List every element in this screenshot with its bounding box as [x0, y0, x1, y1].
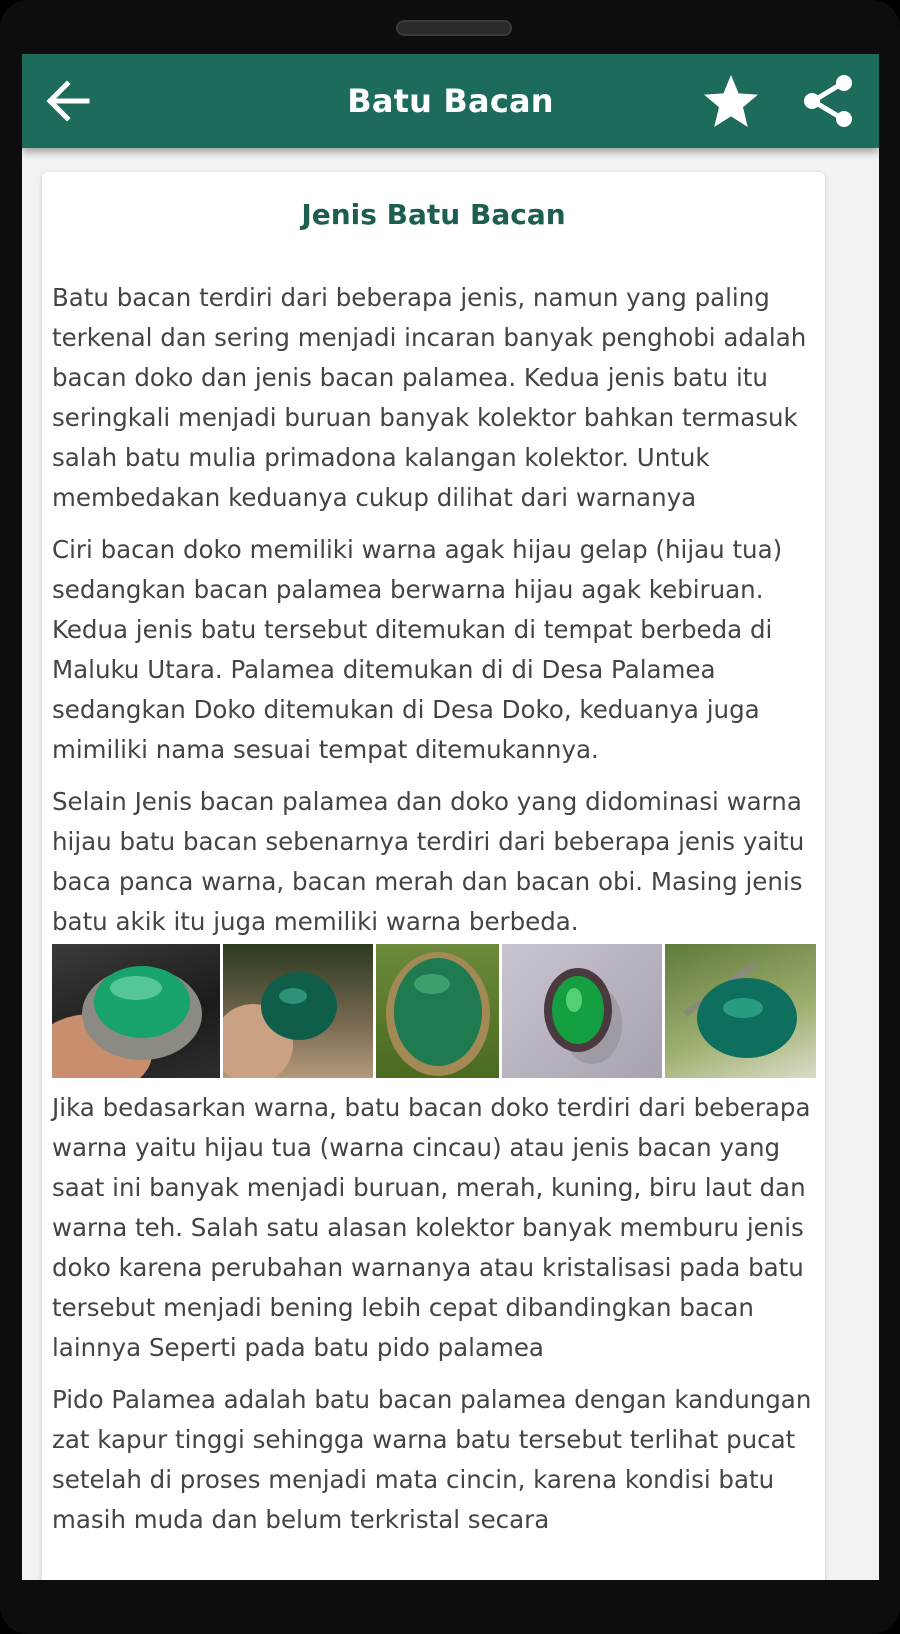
article-paragraph: Ciri bacan doko memiliki warna agak hijau gelap (hijau tua) sedangkan bacan palamea berwarna hijau agak kebiruan. Kedua jenis batu tersebut ditemukan di tempat berbeda di Maluku Utara. Palamea ditemukan di di Desa Palamea sedangkan Doko ditemukan di Desa Doko, keduanya juga mimiliki nama sesuai tempat ditemukannya. — [52, 535, 783, 764]
article-paragraph: Batu bacan terdiri dari beberapa jenis, namun yang paling terkenal dan sering menjadi incaran banyak penghobi adalah bacan doko dan jenis bacan palamea. Kedua jenis batu itu seringkali menjadi buruan banyak kolektor bahkan termasuk salah batu mulia primadona kalangan kolektor. Untuk membedakan keduanya cukup dilihat dari warnanya — [52, 283, 807, 512]
favorite-button[interactable] — [698, 68, 764, 134]
gem-photo-green-oval-ring — [376, 944, 499, 1078]
back-button[interactable] — [38, 71, 98, 131]
article-paragraph: Pido Palamea adalah batu bacan palamea dengan kandungan zat kapur tinggi sehingga warna batu tersebut terlihat pucat setelah di proses menjadi mata cincin, karena kondisi batu masih muda dan belum terkristal secara — [52, 1385, 812, 1534]
gem-photo-ring-green-cabochon — [52, 944, 220, 1078]
share-button[interactable] — [796, 68, 862, 134]
app-title: Batu Bacan — [347, 82, 554, 120]
article-card — [42, 172, 825, 1580]
article-paragraph: Jika bedasarkan warna, batu bacan doko terdiri dari beberapa warna yaitu hijau tua (warna cincau) atau jenis bacan yang saat ini banyak menjadi buruan, merah, kuning, biru laut dan warna teh. Salah satu alasan kolektor banyak memburu jenis doko karena perubahan warnanya atau kristalisasi pada batu tersebut menjadi bening lebih cepat dibandingkan bacan lainnya Seperti pada batu pido palamea — [52, 1093, 811, 1362]
gem-photo-turquoise-oval — [665, 944, 816, 1078]
app-screen — [22, 54, 879, 1580]
article-title: Jenis Batu Bacan — [301, 198, 566, 231]
share-icon — [801, 73, 857, 129]
article-paragraph: Selain Jenis bacan palamea dan doko yang didominasi warna hijau batu bacan sebenarnya terdiri dari beberapa jenis yaitu baca panca warna, bacan merah dan bacan obi. Masing jenis batu akik itu juga memiliki warna berbeda. — [52, 787, 805, 936]
gem-photo-dark-green-oval — [223, 944, 373, 1078]
arrow-left-icon — [41, 74, 95, 128]
app-bar — [22, 54, 879, 148]
earpiece-speaker — [396, 20, 512, 36]
gem-photo-emerald-faceted — [502, 944, 662, 1078]
gem-image-gallery — [52, 944, 816, 1078]
star-icon — [702, 72, 760, 130]
